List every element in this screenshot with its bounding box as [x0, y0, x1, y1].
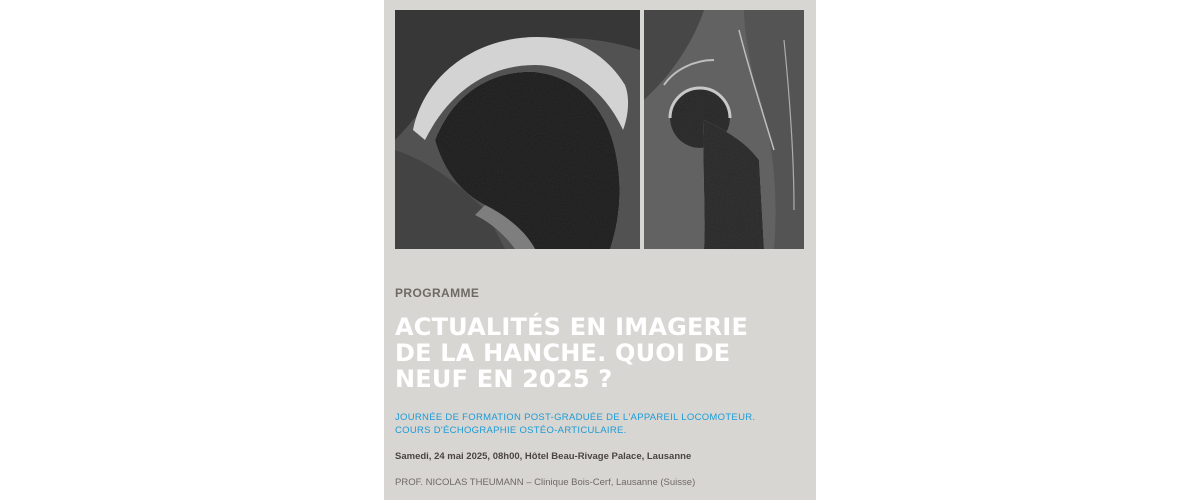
event-subtitle-line: COURS D'ÉCHOGRAPHIE OSTÉO-ARTICULAIRE. — [395, 425, 627, 436]
event-date-location: Samedi, 24 mai 2025, 08h00, Hôtel Beau-Rivage Palace, Lausanne — [395, 451, 692, 462]
event-speaker: PROF. NICOLAS THEUMANN – Clinique Bois-Cerf, Lausanne (Suisse) — [395, 477, 696, 488]
hip-mri-closeup-image — [395, 10, 640, 249]
event-title-line: ACTUALITÉS EN IMAGERIE — [395, 313, 749, 341]
event-title-line: DE LA HANCHE. QUOI DE — [395, 339, 731, 367]
event-flyer — [384, 0, 816, 500]
section-label: PROGRAMME — [395, 286, 480, 300]
event-subtitle — [395, 411, 815, 437]
event-title-line: NEUF EN 2025 ? — [395, 365, 613, 393]
event-subtitle-line: JOURNÉE DE FORMATION POST-GRADUÉE DE L'APPAREIL LOCOMOTEUR. — [395, 412, 756, 423]
hip-mri-coronal-image — [644, 10, 804, 249]
event-title — [395, 314, 805, 392]
